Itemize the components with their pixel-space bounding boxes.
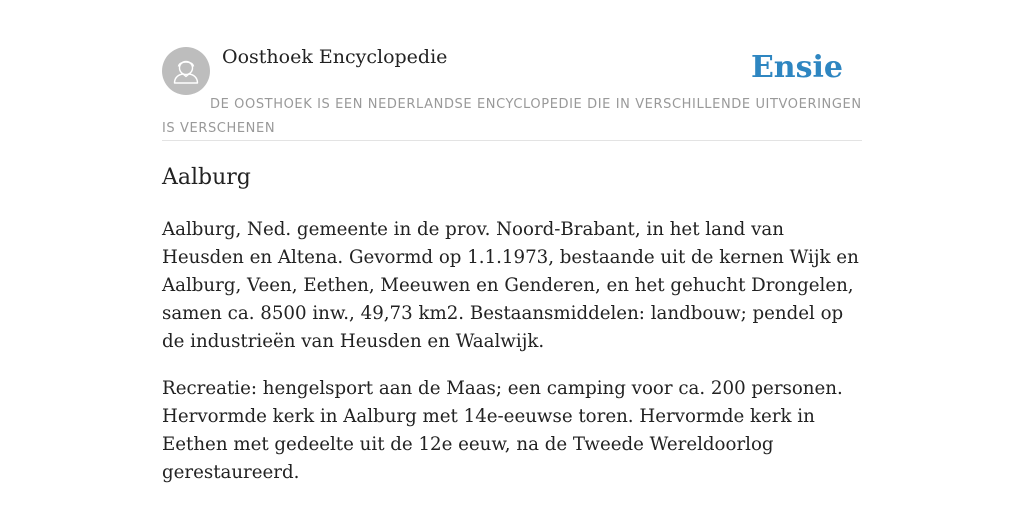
article-title: Aalburg xyxy=(162,165,251,190)
article xyxy=(162,163,867,487)
source-header xyxy=(162,44,862,141)
user-icon xyxy=(162,47,210,95)
article-paragraph: Aalburg, Ned. gemeente in de prov. Noord-Brabant, in het land van Heusden en Altena. Gevormd op 1.1.1973, bestaande uit de kernen Wijk en Aalburg, Veen, Eethen, Meeuwen en Genderen, en het gehucht Drongelen, samen ca. 8500 inw., 49,73 km2. Bestaansmiddelen: landbouw; pendel op de industrieën van Heusden en Waalwijk. xyxy=(162,219,859,352)
article-paragraph: Recreatie: hengelsport aan de Maas; een camping voor ca. 200 personen. Hervormde kerk in Aalburg met 14e-eeuwse toren. Hervormde kerk in Eethen met gedeelte uit de 12e eeuw, na de Tweede Wereldoorlog gerestaureerd. xyxy=(162,378,843,483)
source-name[interactable]: Oosthoek Encyclopedie xyxy=(222,46,448,68)
avatar[interactable] xyxy=(162,47,210,95)
ensie-logo[interactable]: Ensie xyxy=(750,50,843,85)
source-description: DE OOSTHOEK IS EEN NEDERLANDSE ENCYCLOPEDIE DIE IN VERSCHILLENDE UITVOERINGEN IS VERSCHENEN xyxy=(162,97,862,136)
